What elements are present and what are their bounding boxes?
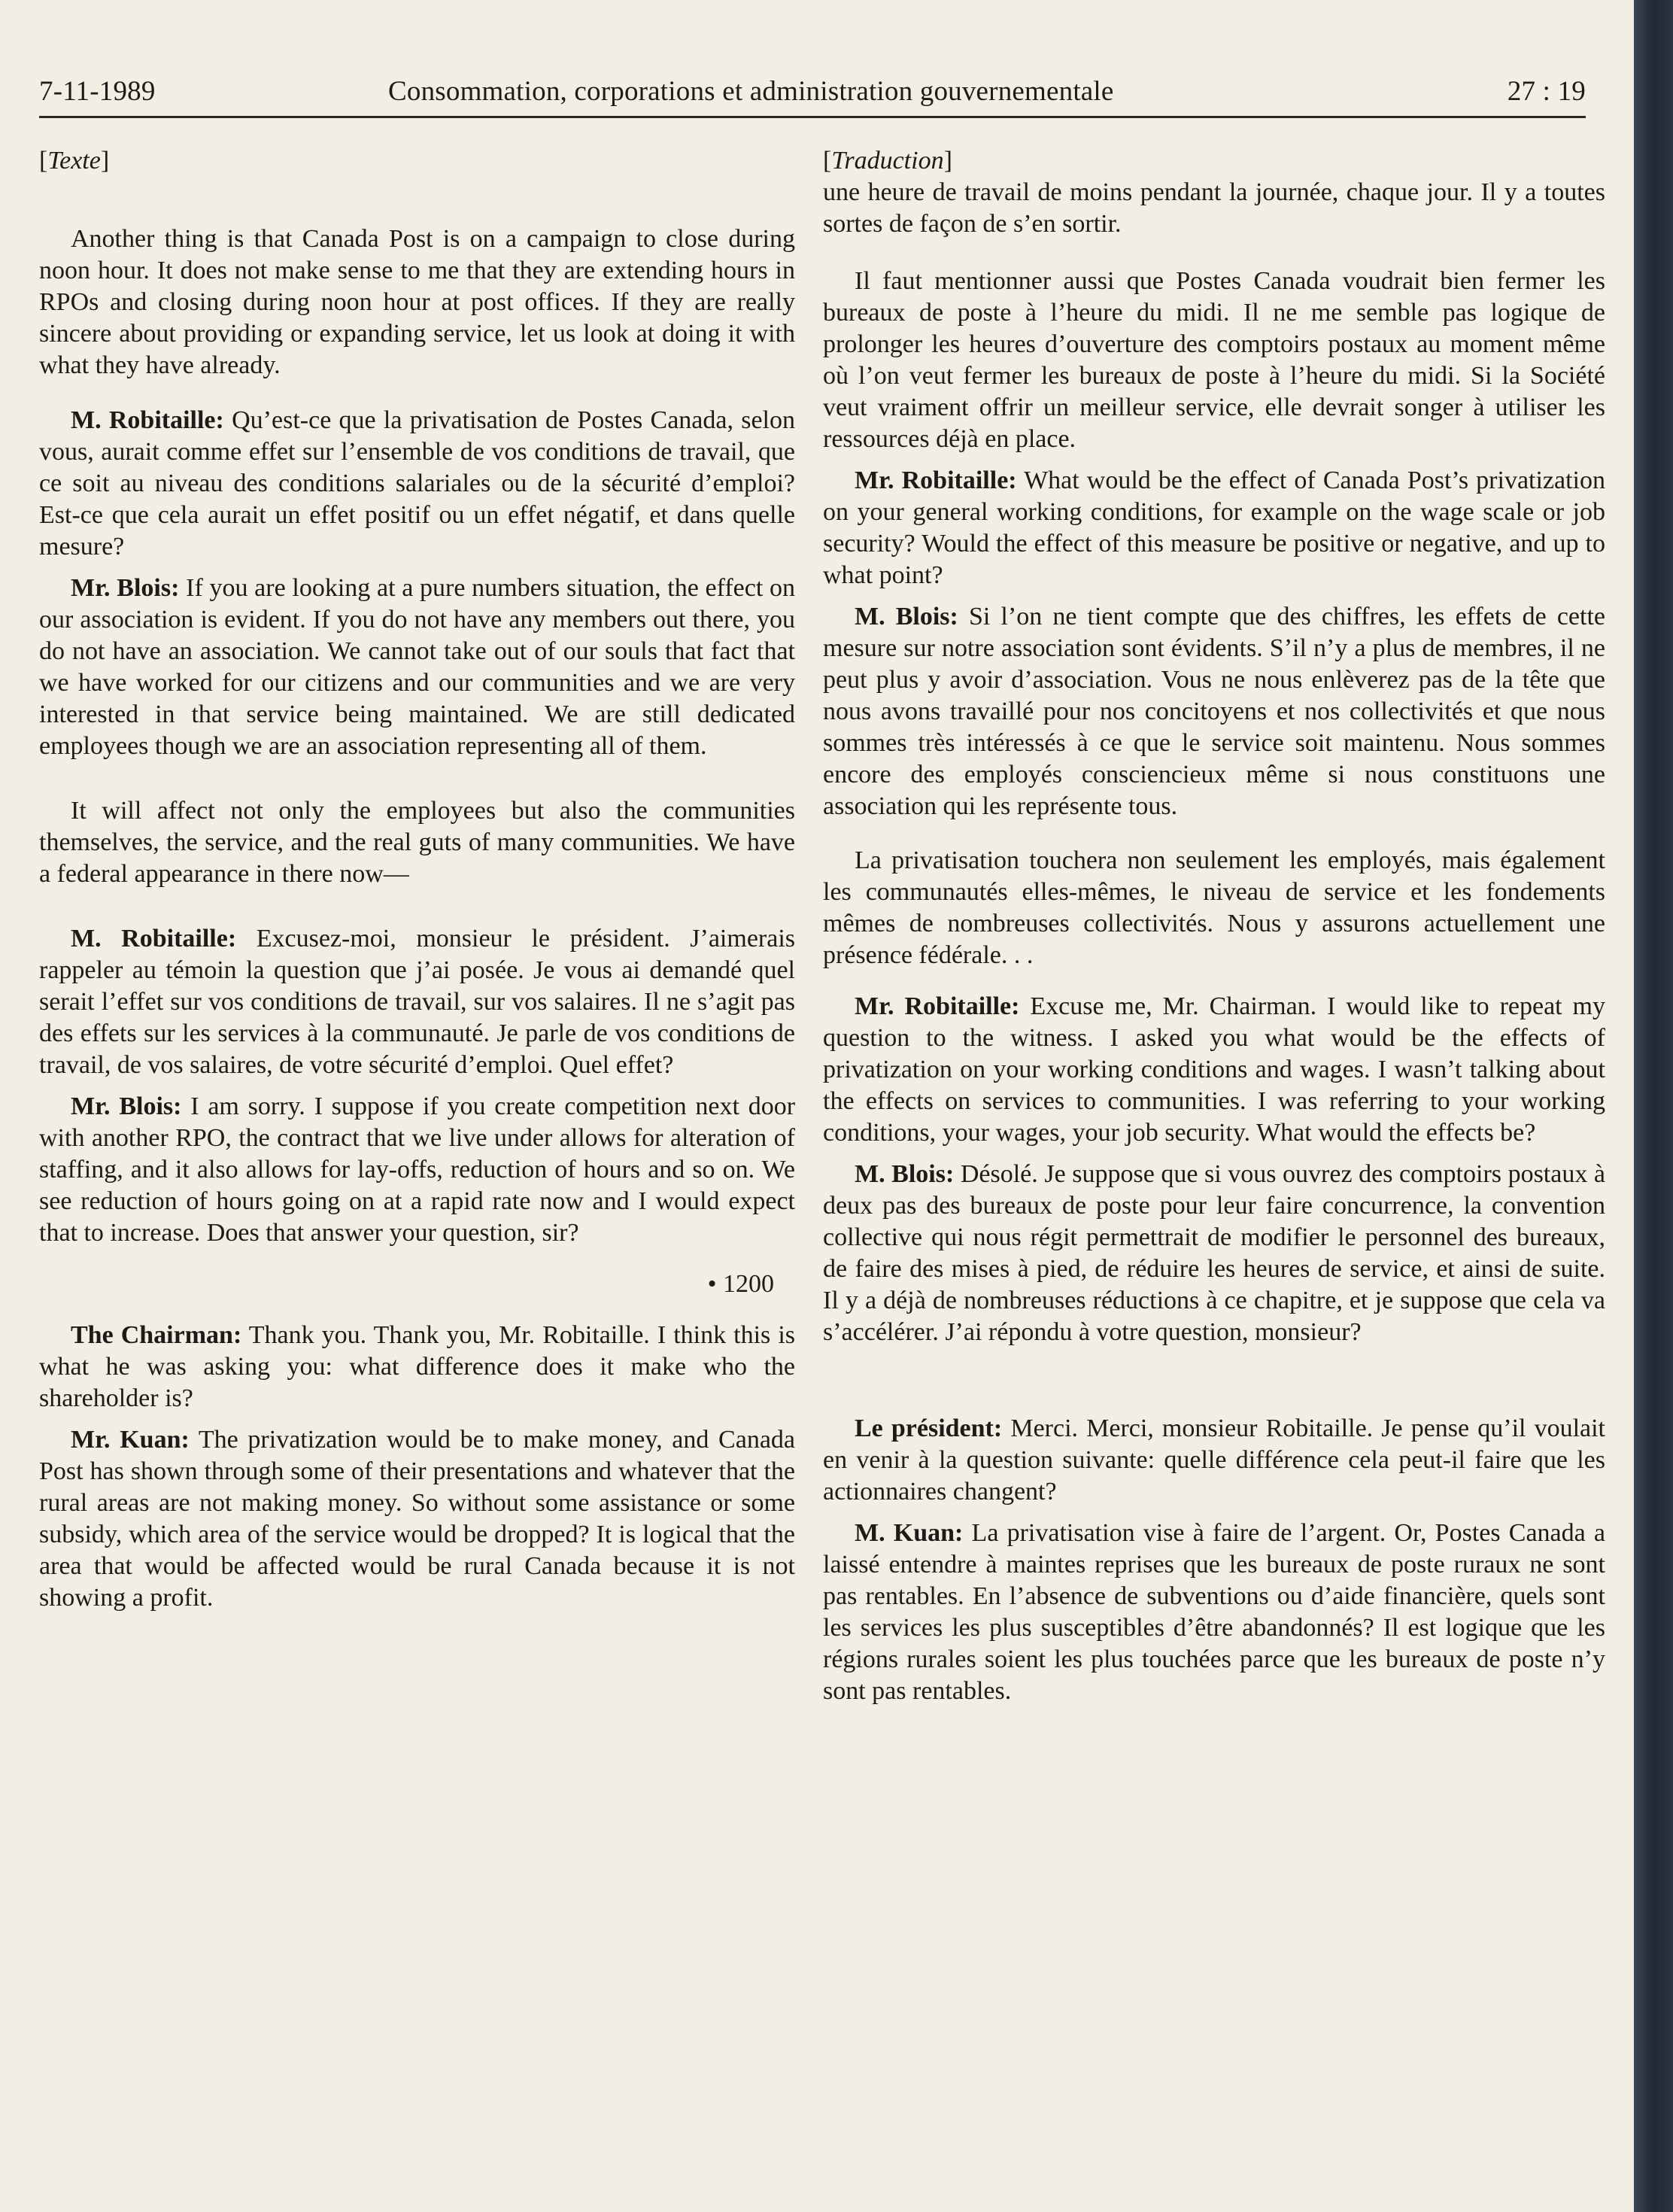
marker-label: Traduction (831, 147, 944, 175)
paragraph: Another thing is that Canada Post is on a campaign to close during noon hour. It does not make sense to me that they are extending hours in RPOs and closing during noon hour at post offices. If they are really sincere about providing or expanding service, let us look at doing it with what they have already. (39, 225, 795, 379)
speaker-name: M. Robitaille: (71, 925, 237, 953)
paragraph: It will affect not only the employees but also the communities themselves, the service, and the real guts of many communities. We have a federal appearance in there now— (39, 797, 795, 888)
language-marker: [Texte] (39, 147, 110, 175)
left-column (39, 144, 795, 1614)
speech-text: Si l’on ne tient compte que des chiffres, les effets de cette mesure sur notre association sont évidents. S’il n’y a plus de membres, il ne peut plus y avoir d’association. Vous ne nous enlèverez pas de la tête que nous avons travaillé pour nos concitoyens et nos collectivités et que nous sommes très intéressés à ce que le service soit maintenu. Nous sommes encore des employés consciencieux même si nous constituons une association qui les représente tous. (823, 603, 1606, 820)
time-stamp: • 1200 (707, 1270, 774, 1298)
paragraph (39, 405, 795, 563)
page-header (39, 75, 1586, 120)
speaker-name: Mr. Kuan: (71, 1426, 190, 1454)
binding-edge (1634, 0, 1673, 2212)
paragraph (39, 923, 795, 1081)
speaker-name: M. Kuan: (855, 1519, 964, 1547)
speaker-name: M. Blois: (855, 1160, 955, 1188)
speech-text: What would be the effect of Canada Post’s privatization on your general working conditions, for example on the wage scale or job security? Would the effect of this measure be positive or negative, and up to what point? (823, 466, 1605, 589)
speech-text: Excusez-moi, monsieur le président. J’aimerais rappeler au témoin la question que j’ai posée. Je vous ai demandé quel serait l’effet sur vos conditions de travail, sur vos salaires. Il ne s’agit pas des effets sur les services à la communauté. Je parle de vos conditions de travail, de vos salaires, de votre sécurité d’emploi. Quel effet? (39, 925, 795, 1079)
paragraph: une heure de travail de moins pendant la journée, chaque jour. Il y a toutes sortes de façon de s’en sortir. (823, 178, 1605, 238)
right-column (823, 144, 1605, 1707)
speech-text: Désolé. Je suppose que si vous ouvrez des comptoirs postaux à deux pas des bureaux de poste pour leur faire concurrence, la convention collective qui nous régit permettrait de modifier le personnel des bureaux, de faire des mises à pied, de réduire les heures de service, et ainsi de suite. Il y a déjà de nombreuses réductions à ce chapitre, et je suppose que cela va s’accélérer. J’ai répondu à votre question, monsieur? (823, 1160, 1605, 1346)
paragraph (823, 601, 1605, 822)
paragraph (39, 1091, 795, 1249)
paragraph (39, 573, 795, 762)
header-title: Consommation, corporations et administration gouvernementale (388, 76, 1114, 107)
speech-text: La privatisation vise à faire de l’argent. Or, Postes Canada a laissé entendre à maintes reprises que les bureaux de poste ruraux ne sont pas rentables. En l’absence de subventions ou d’aide financière, quels sont les services les plus susceptibles d’être abandonnés? Il est logique que les régions rurales soient les plus touchées parce que les bureaux de poste n’y sont pas rentables. (823, 1519, 1605, 1705)
speech-text: Excuse me, Mr. Chairman. I would like to repeat my question to the witness. I asked you what would be the effects of privatization on your working conditions and wages. I wasn’t talking about the effects on services to communities. I was referring to your working conditions, your wages, your job security. What would the effects be? (823, 992, 1605, 1147)
speech-text: Qu’est-ce que la privatisation de Postes Canada, selon vous, aurait comme effet sur l’ensemble de vos conditions de travail, que ce soit au niveau des conditions salariales ou de la sécurité d’emploi? Est-ce que cela aurait un effet positif ou un effet négatif, et dans quelle mesure? (39, 406, 796, 561)
header-rule (39, 116, 1586, 118)
speaker-name: Mr. Blois: (71, 574, 180, 602)
paragraph (823, 1518, 1605, 1707)
speech-text: Thank you. Thank you, Mr. Robitaille. I think this is what he was asking you: what difference does it make who the shareholder is? (39, 1321, 795, 1412)
speaker-name: Mr. Robitaille: (855, 992, 1020, 1020)
paragraph (823, 991, 1605, 1149)
paragraph: Il faut mentionner aussi que Postes Canada voudrait bien fermer les bureaux de poste à l’heure du midi. Il ne me semble pas logique de prolonger les heures d’ouverture des comptoirs postaux au moment même où l’on veut fermer les bureaux de poste à l’heure du midi. Si la Société veut vraiment offrir un meilleur service, elle devrait songer à utiliser les ressources déjà en place. (823, 267, 1605, 453)
speech-text: If you are looking at a pure numbers situation, the effect on our association is evident. If you do not have any members out there, you do not have an association. We cannot take out of our souls that fact that we have worked for our citizens and our communities and we are very interested in that service being maintained. We are still dedicated employees though we are an association representing all of them. (39, 574, 795, 760)
speaker-name: The Chairman: (71, 1321, 242, 1349)
paragraph: La privatisation touchera non seulement les employés, mais également les communautés elles-mêmes, le niveau de service et les fondements mêmes de nombreuses collectivités. Nous y assurons actuellement une présence fédérale. . . (823, 846, 1605, 969)
marker-label: Texte (47, 147, 101, 175)
speaker-name: M. Blois: (855, 603, 958, 630)
header-date: 7-11-1989 (39, 76, 156, 107)
speech-text: I am sorry. I suppose if you create competition next door with another RPO, the contract that we live under allows for alteration of staffing, and it also allows for lay-offs, reduction of hours and so on. We see reduction of hours going on at a rapid rate now and I would expect that to increase. Does that answer your question, sir? (39, 1092, 796, 1247)
speech-text: Merci. Merci, monsieur Robitaille. Je pense qu’il voulait en venir à la question suivante: quelle différence cela peut-il faire que les actionnaires changent? (823, 1414, 1606, 1506)
speaker-name: Mr. Blois: (71, 1092, 182, 1120)
speaker-name: Le président: (855, 1414, 1003, 1442)
speaker-name: M. Robitaille: (71, 406, 224, 434)
paragraph (39, 1320, 795, 1414)
speech-text: The privatization would be to make money, and Canada Post has shown through some of their presentations and whatever that the rural areas are not making money. So without some assistance or some subsidy, which area of the service would be dropped? It is logical that the area that would be affected would be rural Canada because it is not showing a profit. (39, 1426, 795, 1612)
paragraph (823, 465, 1605, 591)
paragraph (39, 1424, 795, 1614)
paragraph (823, 1159, 1605, 1348)
language-marker: [Traduction] (823, 147, 952, 175)
speaker-name: Mr. Robitaille: (855, 466, 1017, 494)
header-page-number: 27 : 19 (1507, 76, 1586, 107)
paragraph (823, 1413, 1605, 1508)
